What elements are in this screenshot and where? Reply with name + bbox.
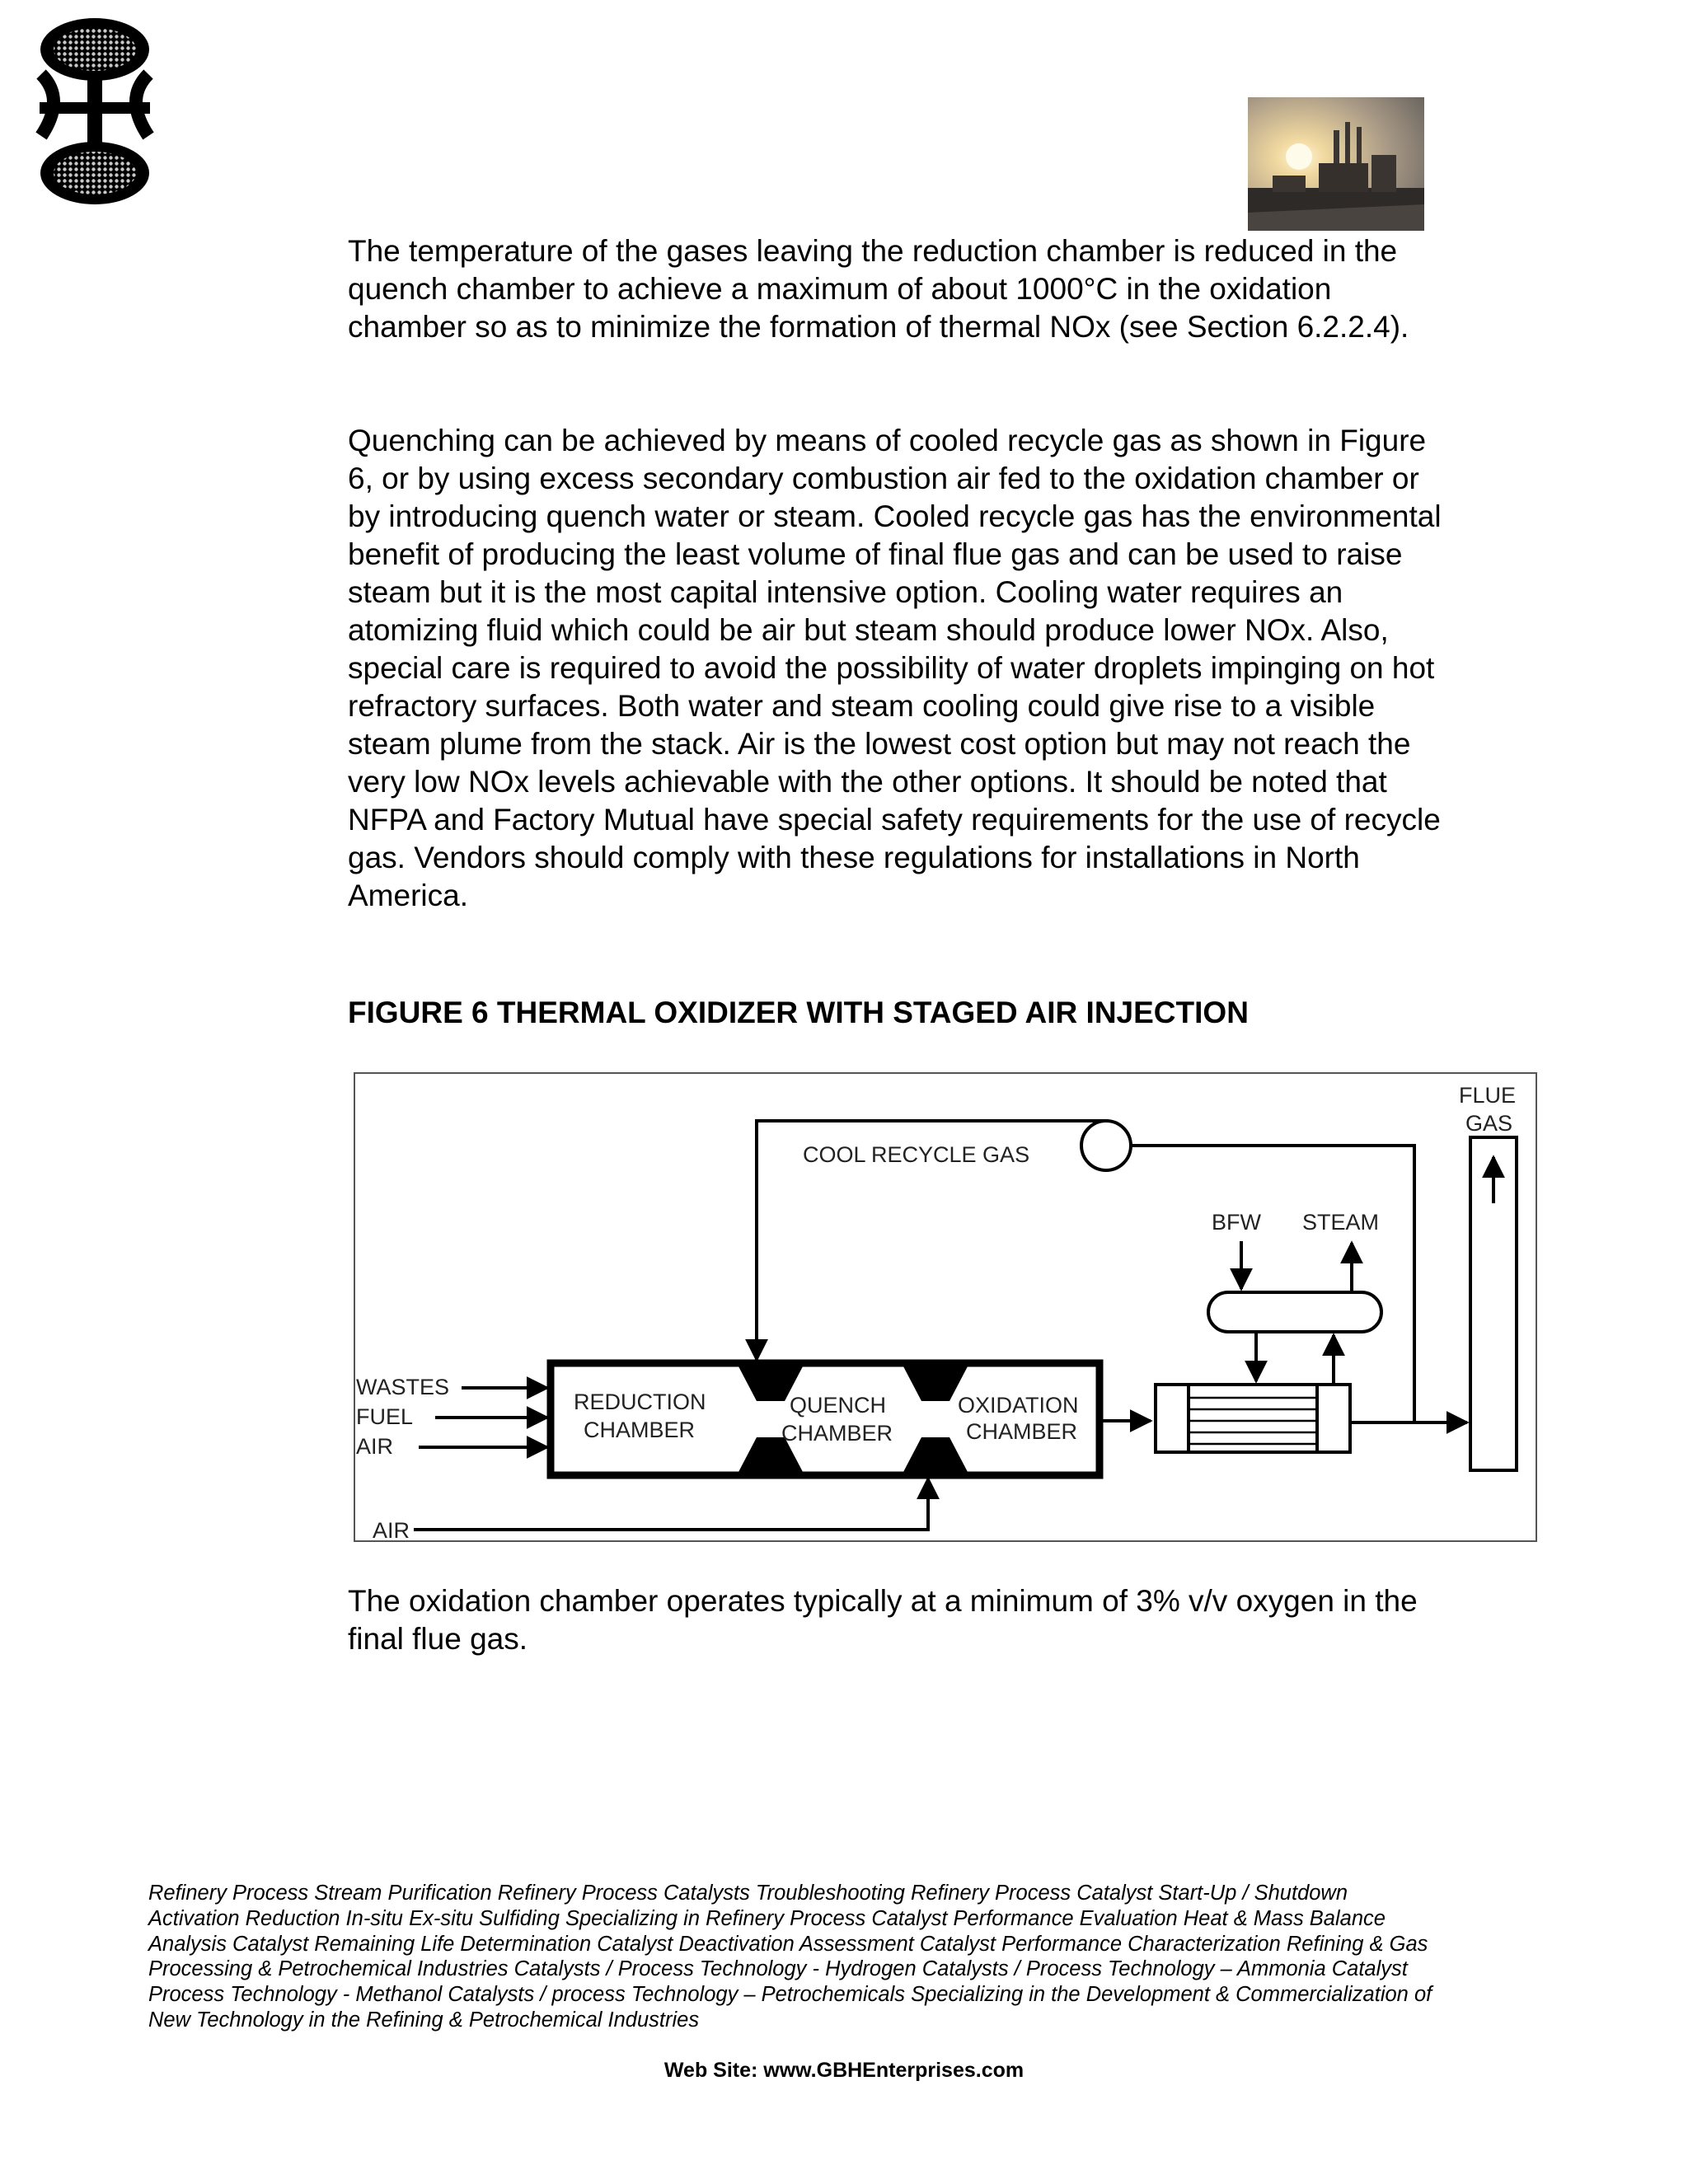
steam-drum [1208,1292,1381,1332]
bfw-label: BFW [1212,1210,1261,1235]
figure-title: FIGURE 6 THERMAL OXIDIZER WITH STAGED AIR INJECTION [348,996,1249,1029]
quench-label-1: QUENCH [790,1393,887,1418]
wastes-label: WASTES [356,1375,450,1399]
quench-label-2: CHAMBER [781,1421,893,1446]
gas-label: GAS [1465,1111,1513,1136]
company-logo [33,16,157,206]
thermal-oxidizer-diagram [353,1071,1540,1546]
fuel-label: FUEL [356,1404,414,1429]
paragraph-oxygen-level: The oxidation chamber operates typically at a minimum of 3% v/v oxygen in the final flue gas. [348,1584,1418,1656]
reduction-label-2: CHAMBER [584,1418,696,1442]
secondary-air-line [414,1479,928,1530]
throat-2-bottom [903,1437,968,1472]
reduction-label-1: REDUCTION [574,1390,706,1414]
steam-label: STEAM [1302,1210,1380,1235]
oxidation-label-1: OXIDATION [958,1393,1079,1418]
recycle-blower [1081,1121,1131,1170]
oxidation-label-2: CHAMBER [966,1419,1078,1444]
footer-services: Refinery Process Stream Purification Refinery Process Catalysts Troubleshooting Refinery Process Catalyst Start-Up / Shutdown Activation Reduction In-situ Ex-situ Sulfiding Specializing in Refinery Process Catalyst Performance Evaluation Heat & Mass Balance Analysis Catalyst Remaining Life Determination Catalyst Deactivation Assessment Catalyst Performance Characterization Refining & Gas Processing & Petrochemical Industries Catalysts / Process Technology - Hydrogen Catalysts / Process Technology – Ammonia Catalyst Process Technology - Methanol Catalysts / process Technology – Petrochemicals Specializing in the Development & Commercialization of New Technology in the Refining & Petrochemical Industries [148,1882,1432,2032]
air-bottom-label: AIR [373,1518,410,1543]
paragraph-quench-temperature: The temperature of the gases leaving the reduction chamber is reduced in the quench chamber to achieve a maximum of about 1000°C in the oxidation chamber so as to minimize the formation of thermal NOx (see Section 6.2.2.4). [348,234,1409,344]
waste-heat-boiler [1156,1385,1350,1452]
footer-website: Web Site: www.GBHEnterprises.com [663,2059,1025,2082]
paragraph-quenching-methods: Quenching can be achieved by means of cooled recycle gas as shown in Figure 6, or by using excess secondary combustion air fed to the oxidation chamber or by introducing quench water or steam. Cooled recycle gas has the environmental benefit of producing the least volume of final flue gas and can be used to raise steam but it is the most capital intensive option. Cooling water requires an atomizing fluid which could be air but steam should produce lower NOx. Also, special care is required to avoid the possibility of water droplets impinging on hot refractory surfaces. Both water and steam cooling could give rise to a visible steam plume from the stack. Air is the lowest cost option but may not reach the very low NOx levels achievable with the other options. It should be noted that NFPA and Factory Mutual have special safety requirements for the use of recycle gas. Vendors should comply with these regulations for installations in North America. [348,424,1442,912]
refinery-sunset-photo [1248,97,1424,231]
air-inlet-label: AIR [356,1434,394,1459]
flue-label: FLUE [1459,1083,1517,1108]
cool-recycle-gas-label: COOL RECYCLE GAS [803,1142,1030,1167]
recycle-takeoff-line [1131,1146,1414,1422]
